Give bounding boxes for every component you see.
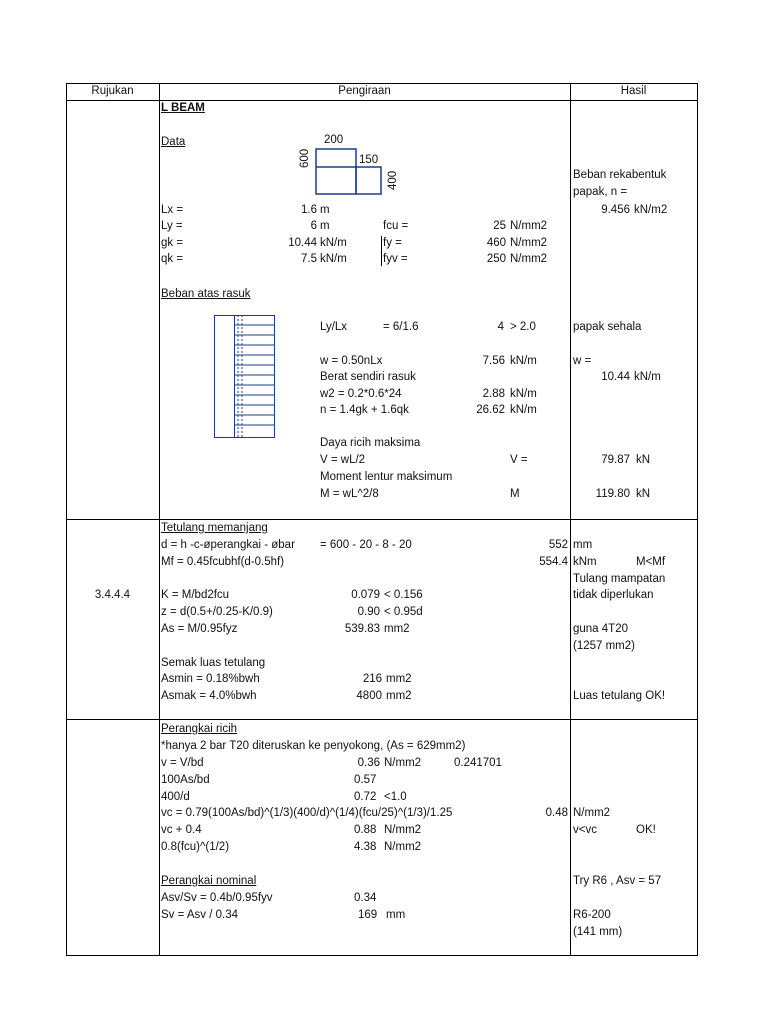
param-fyv-value: 250 — [486, 253, 506, 265]
semak-label: Semak luas tetulang — [161, 657, 266, 669]
luas-tetulang-ok: Luas tetulang OK! — [573, 690, 666, 702]
result-papak-sehala: papak sehala — [573, 321, 642, 333]
dim-total-height: 600 — [299, 148, 311, 168]
vc04-value: 0.88 — [354, 824, 377, 836]
param-gk-value: 10.44 — [288, 237, 317, 249]
v-line-value: 79.87 — [601, 454, 630, 466]
param-qk-value: 7.5 — [301, 253, 317, 265]
v-bd-value: 0.36 — [357, 757, 380, 769]
param-lx-unit: m — [320, 204, 330, 216]
perangkai-ricih-title: Perangkai ricih — [161, 723, 238, 735]
vc-formula-value: 0.48 — [545, 807, 568, 819]
d-line-value: 552 — [548, 539, 568, 551]
daya-ricih-label: Daya ricih maksima — [320, 437, 421, 449]
asmak-unit: mm2 — [386, 690, 412, 702]
n-line-value: 26.62 — [476, 404, 505, 416]
k-line-value: 0.079 — [351, 589, 380, 601]
section-title-l-beam: L BEAM — [161, 102, 205, 114]
mf-line-compare: M<Mf — [636, 556, 666, 568]
v-line-unit: kN — [636, 454, 651, 466]
tulang-mampatan-line2: tidak diperlukan — [573, 589, 654, 601]
d-line-unit: mm — [573, 539, 593, 551]
param-lx-value: 1.6 — [301, 204, 317, 216]
table-left-border — [66, 83, 67, 956]
w2-line-label: w2 = 0.2*0.6*24 — [320, 388, 402, 400]
tulang-mampatan-line1: Tulang mampatan — [573, 573, 666, 585]
guna-4t20: guna 4T20 — [573, 623, 628, 635]
table-bottom-border — [66, 955, 698, 956]
v-bd-extra: 0.241701 — [454, 757, 502, 769]
vc04-unit: N/mm2 — [384, 824, 422, 836]
tetulang-memanjang-title: Tetulang memanjang — [161, 522, 268, 534]
w2-line-unit: kN/m — [510, 388, 537, 400]
slab-strips-diagram — [214, 315, 276, 439]
try-r6: Try R6 , Asv = 57 — [573, 875, 662, 887]
z-line-compare: < 0.95d — [384, 606, 423, 618]
as-line-value: 539.83 — [344, 623, 380, 635]
asmin-unit: mm2 — [386, 673, 412, 685]
result-w-value: 10.44 — [601, 371, 630, 383]
result-beban-value: 9.456 — [601, 204, 630, 216]
w-line-unit: kN/m — [510, 355, 537, 367]
fcu08-value: 4.38 — [354, 841, 377, 853]
mf-line-unit: kNm — [573, 556, 597, 568]
perangkai-nominal-title: Perangkai nominal — [161, 875, 257, 887]
fcu08-unit: N/mm2 — [384, 841, 422, 853]
param-lx-label: Lx = — [161, 204, 184, 216]
z-line-label: z = d(0.5+/0.25-K/0.9) — [161, 606, 273, 618]
z-line-value: 0.90 — [357, 606, 380, 618]
as-line-label: As = M/0.95fyz — [161, 623, 238, 635]
result-beban-unit: kN/m2 — [634, 204, 668, 216]
data-label: Data — [161, 136, 186, 148]
v-line-label2: V = — [510, 454, 528, 466]
guna-area: (1257 mm2) — [573, 640, 635, 652]
param-fcu-label: fcu = — [383, 220, 409, 232]
param-gk-label: gk = — [161, 237, 184, 249]
n-line-unit: kN/m — [510, 404, 537, 416]
vc-formula-unit: N/mm2 — [573, 807, 611, 819]
param-ly-label: Ly = — [161, 220, 183, 232]
vc-compare: v<vc — [573, 824, 597, 836]
asv-sv-label: Asv/Sv = 0.4b/0.95fyv — [161, 892, 273, 904]
param-fyv-label: fyv = — [383, 253, 408, 265]
as-line-unit: mm2 — [384, 623, 410, 635]
result-w-label: w = — [573, 355, 592, 367]
r6-area: (141 mm) — [573, 926, 623, 938]
m-line-label2: M — [510, 488, 520, 500]
table-right-border — [697, 83, 698, 956]
header-rujukan: Rujukan — [91, 85, 134, 97]
param-fy-value: 460 — [486, 237, 506, 249]
sv-label: Sv = Asv / 0.34 — [161, 909, 239, 921]
asmak-value: 4800 — [356, 690, 382, 702]
shear-note: *hanya 2 bar T20 diteruskan ke penyokong, (As = 629mm2) — [161, 740, 466, 752]
dim-top-width: 200 — [324, 134, 344, 146]
asmin-value: 216 — [362, 673, 382, 685]
param-qk-label: qk = — [161, 253, 184, 265]
param-fcu-value: 25 — [493, 220, 506, 232]
vc-formula-label: vc = 0.79(100As/bd)^(1/3)(400/d)^(1/4)(fcu/25)^(1/3)/1.25 — [161, 807, 453, 819]
dim-web-height: 400 — [387, 170, 399, 190]
param-fcu-unit: N/mm2 — [510, 220, 548, 232]
d-line-expr: = 600 - 20 - 8 - 20 — [320, 539, 412, 551]
result-w-unit: kN/m — [634, 371, 661, 383]
berat-sendiri-label: Berat sendiri rasuk — [320, 371, 416, 383]
param-fyv-unit: N/mm2 — [510, 253, 548, 265]
header-hasil: Hasil — [620, 85, 647, 97]
vc-ok: OK! — [636, 824, 656, 836]
section1-bottom-border — [66, 519, 698, 520]
as-bd-value: 0.57 — [354, 774, 377, 786]
w-line-label: w = 0.50nLx — [320, 355, 383, 367]
column-divider-1 — [159, 83, 160, 956]
d400-label: 400/d — [161, 791, 190, 803]
v-line-label: V = wL/2 — [320, 454, 366, 466]
asv-sv-value: 0.34 — [354, 892, 377, 904]
m-line-unit: kN — [636, 488, 651, 500]
d-line-label: d = h -c-øperangkai - øbar — [161, 539, 295, 551]
as-bd-label: 100As/bd — [161, 774, 210, 786]
result-beban-line2: papak, n = — [573, 186, 628, 198]
ratio-value: 4 — [497, 321, 504, 333]
section2-bottom-border — [66, 719, 698, 720]
sv-value: 169 — [358, 909, 378, 921]
beban-atas-rasuk-title: Beban atas rasuk — [161, 288, 251, 300]
asmin-label: Asmin = 0.18%bwh — [161, 673, 260, 685]
section2-reference: 3.4.4.4 — [94, 589, 131, 601]
fcu08-label: 0.8(fcu)^(1/2) — [161, 841, 230, 853]
k-line-compare: < 0.156 — [384, 589, 423, 601]
param-ly-unit: m — [320, 220, 330, 232]
d400-value: 0.72 — [354, 791, 377, 803]
m-line-value: 119.80 — [595, 488, 630, 500]
param-divider-line — [381, 236, 382, 266]
r6-200: R6-200 — [573, 909, 611, 921]
param-qk-unit: kN/m — [320, 253, 347, 265]
v-bd-unit: N/mm2 — [384, 757, 422, 769]
param-ly-value: 6 — [310, 220, 317, 232]
ratio-expr: = 6/1.6 — [383, 321, 419, 333]
vc04-label: vc + 0.4 — [161, 824, 202, 836]
dim-flange-width: 150 — [359, 154, 379, 166]
mf-line-value: 554.4 — [539, 556, 568, 568]
moment-label: Moment lentur maksimum — [320, 471, 453, 483]
sv-unit: mm — [386, 909, 406, 921]
asmak-label: Asmak = 4.0%bwh — [161, 690, 257, 702]
k-line-label: K = M/bd2fcu — [161, 589, 230, 601]
w-line-value: 7.56 — [482, 355, 505, 367]
result-beban-line1: Beban rekabentuk — [573, 169, 667, 181]
param-fy-label: fy = — [383, 237, 402, 249]
mf-line-label: Mf = 0.45fcubhf(d-0.5hf) — [161, 556, 285, 568]
m-line-label: M = wL^2/8 — [320, 488, 379, 500]
ratio-label: Ly/Lx — [320, 321, 348, 333]
param-gk-unit: kN/m — [320, 237, 347, 249]
v-bd-label: v = V/bd — [161, 757, 204, 769]
header-pengiraan: Pengiraan — [338, 85, 391, 97]
d400-compare: <1.0 — [384, 791, 407, 803]
param-fy-unit: N/mm2 — [510, 237, 548, 249]
w2-line-value: 2.88 — [482, 388, 505, 400]
column-divider-2 — [570, 83, 571, 956]
n-line-label: n = 1.4gk + 1.6qk — [320, 404, 409, 416]
ratio-compare: > 2.0 — [510, 321, 536, 333]
